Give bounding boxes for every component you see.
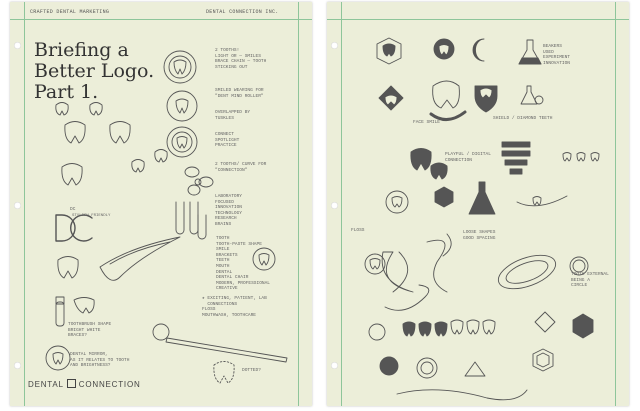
diamond-tooth-sketch <box>535 312 555 332</box>
sketch-note: BEAKERS USED EXPERIMENT INNOVATION <box>543 44 571 66</box>
tooth-mark-sketch <box>110 122 130 144</box>
beaker-sketch <box>519 40 541 64</box>
page-header-right: DENTAL CONNECTION INC. <box>206 9 279 15</box>
cube-tooth-sketch <box>377 38 401 64</box>
tooth-mark-sketch <box>90 103 102 116</box>
title-line: Briefing a <box>34 39 129 61</box>
brand-word: DENTAL <box>28 380 64 389</box>
shield-tooth-sketch <box>475 86 497 112</box>
sketch-note: DOTTED? <box>242 368 261 373</box>
tooth-row-sketch <box>563 153 599 162</box>
curve-sketch <box>385 285 429 310</box>
connection-sketch <box>185 167 213 195</box>
sketch-note: TOOTH TOOTH-PASTE SHAPE SMILE BRACKETS TEETH MOUTH DENTAL DENTAL CHAIR MODERN, PROFESSIONAL CREATIVE <box>216 236 271 292</box>
swoosh-sketch <box>397 390 527 400</box>
swoosh-sketch <box>100 237 180 280</box>
brand-logotype <box>28 379 141 389</box>
tooth-circle-sketch <box>417 358 437 378</box>
sketch-note: LOOSE SHAPES GOOD SPACING <box>463 230 496 241</box>
right-sketches <box>327 2 629 406</box>
tooth-box-icon <box>67 379 76 388</box>
flask-sketch <box>521 86 543 104</box>
tooth-circle-sketch <box>164 51 196 83</box>
sketch-note: CONNECT SPOTLIGHT PRACTICE <box>215 132 240 149</box>
tooth-smile-sketch <box>431 81 465 120</box>
tooth-mark-sketch <box>155 150 167 163</box>
sketch-note: PLAYFUL / DIGITAL CONNECTION <box>445 152 491 163</box>
tooth-circle-sketch <box>167 91 197 121</box>
tooth-mark-sketch <box>58 257 78 279</box>
tooth-mark-sketch <box>56 103 68 116</box>
sketch-note: 2 TOOTHS/ CURVE FOR "CONNECTION" <box>215 162 267 173</box>
loop-sketch <box>494 249 560 296</box>
tooth-mark-sketch <box>65 122 85 144</box>
swoosh-tooth-sketch <box>517 196 567 206</box>
left-notebook-page <box>10 2 312 406</box>
tooth-trio-sketch <box>403 322 447 336</box>
tooth-circle-sketch <box>167 127 197 157</box>
sketch-note: SHIELD / DIAMOND TEETH <box>493 116 553 121</box>
crescent-sketch <box>473 39 484 61</box>
sketch-note: FACE SMILE <box>413 120 441 125</box>
loose-shapes-sketch <box>427 234 451 292</box>
brand-word: CONNECTION <box>78 380 141 389</box>
right-notebook-page <box>327 2 629 406</box>
tooth-circle-sketch <box>46 346 70 370</box>
sketch-note: SMILED WEARING FOR "DENT MIND ROLLER" <box>215 88 264 99</box>
tooth-mark-sketch <box>411 149 431 171</box>
title-line: Better Logo. <box>34 60 155 82</box>
sketch-note: 2 TOOTHS! LIGHT OR — SMILES BRACE CHAIN — TOOTH STICKING OUT <box>215 48 267 70</box>
tooth-circle-sketch <box>386 191 408 213</box>
tooth-mark-sketch <box>132 160 144 173</box>
sketch-note: LABORATORY FOCUSED INNOVATION TECHNOLOGY RESEARCH BRAINS <box>215 194 243 227</box>
dental-mirror-sketch <box>153 324 287 362</box>
beaker-tooth-sketch <box>469 182 495 214</box>
tooth-mark-sketch <box>62 164 82 186</box>
sketch-note: DC <box>70 207 76 212</box>
hexagon-tooth-sketch <box>435 187 453 207</box>
floss-sketch <box>382 252 413 292</box>
triangle-tooth-sketch <box>465 362 485 376</box>
tooth-circle-sketch <box>380 357 398 375</box>
dotted-tooth-sketch <box>214 362 234 384</box>
sketch-note: TOOTHBRUSH SHAPE BRIGHT WHITE BRACES? <box>68 322 112 339</box>
striped-tooth-sketch <box>502 142 530 174</box>
sketch-note: STYLISH FRIENDLY <box>72 214 111 218</box>
hexagon-tooth-sketch <box>573 314 593 338</box>
tooth-circle-sketch <box>369 324 385 340</box>
tooth-mark-sketch <box>431 163 447 179</box>
sketch-note: FLOSS <box>351 228 365 233</box>
test-tube-sketch <box>176 202 206 239</box>
sketch-note: TOOTH EXTERNAL BEING A CIRCLE <box>571 272 609 289</box>
sketch-note: DENTAL MIRROR, AS IT RELATES TO TOOTH AND BRIGHTNESS? <box>70 352 130 369</box>
shield-diamond-sketch <box>379 86 403 110</box>
sketch-note: ★ EXCITING, PATIENT, LAB CONNECTIONS FLOSS MOUTHWASH, TOOTHCARE <box>202 296 267 318</box>
left-sketches <box>10 2 312 406</box>
sketch-note: OVERLAPPED BY TUSKLES <box>215 110 251 121</box>
hexagon-sketch <box>533 349 553 371</box>
title-line: Part 1. <box>34 81 99 103</box>
tooth-circle-sketch <box>434 39 454 59</box>
page-header-left: CRAFTED DENTAL MARKETING <box>30 9 110 15</box>
tooth-trio-sketch <box>451 320 495 334</box>
